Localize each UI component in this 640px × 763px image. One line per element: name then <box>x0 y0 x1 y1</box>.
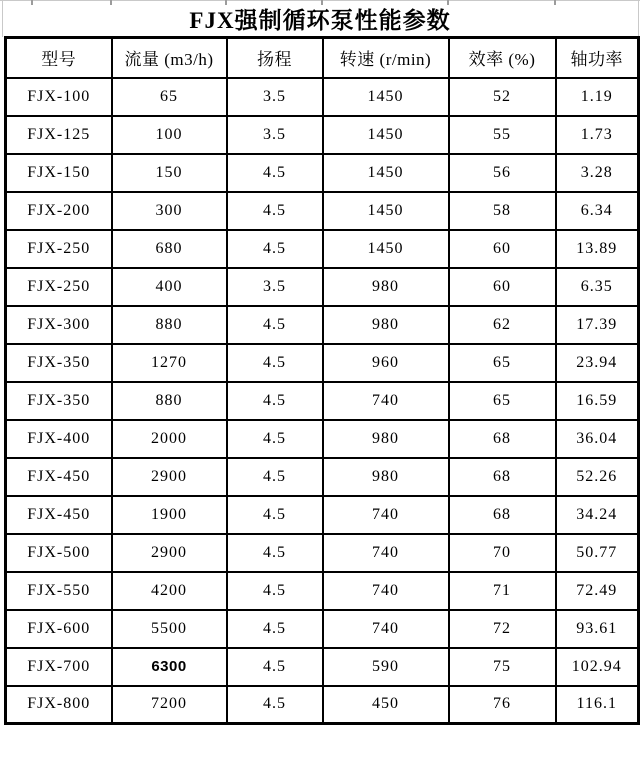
value-cell: 590 <box>323 648 449 686</box>
table-row <box>6 344 639 382</box>
model-cell: FJX-350 <box>6 382 112 420</box>
value-cell: 4.5 <box>227 686 323 724</box>
value-cell: 4.5 <box>227 230 323 268</box>
value-cell: 450 <box>323 686 449 724</box>
column-header: 转速 (r/min) <box>323 38 449 78</box>
value-cell: 72 <box>449 610 556 648</box>
model-cell: FJX-450 <box>6 458 112 496</box>
value-cell: 1.73 <box>556 116 639 154</box>
table-row <box>6 382 639 420</box>
value-cell: 5500 <box>112 610 227 648</box>
value-cell: 880 <box>112 306 227 344</box>
value-cell: 17.39 <box>556 306 639 344</box>
value-cell: 93.61 <box>556 610 639 648</box>
value-cell: 2900 <box>112 458 227 496</box>
value-cell: 72.49 <box>556 572 639 610</box>
value-cell: 4.5 <box>227 154 323 192</box>
table-row <box>6 192 639 230</box>
value-cell: 34.24 <box>556 496 639 534</box>
value-cell: 50.77 <box>556 534 639 572</box>
table-row <box>6 78 639 116</box>
table-row <box>6 116 639 154</box>
value-cell: 4.5 <box>227 648 323 686</box>
value-cell: 70 <box>449 534 556 572</box>
value-cell: 68 <box>449 496 556 534</box>
model-cell: FJX-700 <box>6 648 112 686</box>
value-cell: 55 <box>449 116 556 154</box>
value-cell: 6.35 <box>556 268 639 306</box>
model-cell: FJX-550 <box>6 572 112 610</box>
value-cell: 4.5 <box>227 192 323 230</box>
column-header: 流量 (m3/h) <box>112 38 227 78</box>
value-cell: 1450 <box>323 192 449 230</box>
model-cell: FJX-800 <box>6 686 112 724</box>
value-cell: 62 <box>449 306 556 344</box>
table-row <box>6 306 639 344</box>
value-cell: 68 <box>449 420 556 458</box>
value-cell: 980 <box>323 420 449 458</box>
value-cell: 4.5 <box>227 496 323 534</box>
value-cell: 980 <box>323 306 449 344</box>
model-cell: FJX-350 <box>6 344 112 382</box>
value-cell: 740 <box>323 610 449 648</box>
table-row <box>6 534 639 572</box>
value-cell: 4.5 <box>227 382 323 420</box>
value-cell: 4.5 <box>227 572 323 610</box>
value-cell: 52 <box>449 78 556 116</box>
performance-table <box>4 36 640 725</box>
value-cell: 60 <box>449 230 556 268</box>
value-cell: 13.89 <box>556 230 639 268</box>
value-cell: 1270 <box>112 344 227 382</box>
model-cell: FJX-250 <box>6 230 112 268</box>
value-cell: 1900 <box>112 496 227 534</box>
table-body <box>6 78 639 724</box>
model-cell: FJX-250 <box>6 268 112 306</box>
value-cell: 23.94 <box>556 344 639 382</box>
model-cell: FJX-450 <box>6 496 112 534</box>
value-cell: 16.59 <box>556 382 639 420</box>
value-cell: 6300 <box>112 648 227 686</box>
value-cell: 3.28 <box>556 154 639 192</box>
table-row <box>6 154 639 192</box>
model-cell: FJX-600 <box>6 610 112 648</box>
value-cell: 100 <box>112 116 227 154</box>
value-cell: 58 <box>449 192 556 230</box>
value-cell: 4.5 <box>227 458 323 496</box>
title-row <box>0 1 640 36</box>
value-cell: 740 <box>323 496 449 534</box>
value-cell: 75 <box>449 648 556 686</box>
value-cell: 36.04 <box>556 420 639 458</box>
model-cell: FJX-400 <box>6 420 112 458</box>
value-cell: 65 <box>449 382 556 420</box>
value-cell: 960 <box>323 344 449 382</box>
value-cell: 980 <box>323 268 449 306</box>
table-row <box>6 458 639 496</box>
value-cell: 76 <box>449 686 556 724</box>
table-row <box>6 572 639 610</box>
value-cell: 4200 <box>112 572 227 610</box>
model-cell: FJX-125 <box>6 116 112 154</box>
table-row <box>6 496 639 534</box>
header-row <box>6 38 639 78</box>
value-cell: 300 <box>112 192 227 230</box>
value-cell: 1450 <box>323 230 449 268</box>
value-cell: 880 <box>112 382 227 420</box>
column-header: 轴功率 <box>556 38 639 78</box>
column-header: 效率 (%) <box>449 38 556 78</box>
value-cell: 6.34 <box>556 192 639 230</box>
value-cell: 980 <box>323 458 449 496</box>
value-cell: 4.5 <box>227 534 323 572</box>
value-cell: 2900 <box>112 534 227 572</box>
value-cell: 1450 <box>323 154 449 192</box>
value-cell: 400 <box>112 268 227 306</box>
value-cell: 1450 <box>323 116 449 154</box>
table-row <box>6 610 639 648</box>
column-header: 扬程 <box>227 38 323 78</box>
column-header: 型号 <box>6 38 112 78</box>
value-cell: 150 <box>112 154 227 192</box>
value-cell: 1.19 <box>556 78 639 116</box>
page-title: FJX强制循环泵性能参数 <box>189 8 451 33</box>
model-cell: FJX-150 <box>6 154 112 192</box>
table-row <box>6 648 639 686</box>
table-row <box>6 686 639 724</box>
value-cell: 71 <box>449 572 556 610</box>
value-cell: 740 <box>323 534 449 572</box>
value-cell: 4.5 <box>227 306 323 344</box>
value-cell: 65 <box>112 78 227 116</box>
value-cell: 740 <box>323 572 449 610</box>
value-cell: 65 <box>449 344 556 382</box>
value-cell: 3.5 <box>227 116 323 154</box>
model-cell: FJX-300 <box>6 306 112 344</box>
model-cell: FJX-100 <box>6 78 112 116</box>
table-row <box>6 268 639 306</box>
value-cell: 4.5 <box>227 610 323 648</box>
table-row <box>6 230 639 268</box>
value-cell: 1450 <box>323 78 449 116</box>
model-cell: FJX-200 <box>6 192 112 230</box>
value-cell: 3.5 <box>227 78 323 116</box>
value-cell: 68 <box>449 458 556 496</box>
value-cell: 116.1 <box>556 686 639 724</box>
value-cell: 4.5 <box>227 420 323 458</box>
table-row <box>6 420 639 458</box>
value-cell: 4.5 <box>227 344 323 382</box>
value-cell: 52.26 <box>556 458 639 496</box>
model-cell: FJX-500 <box>6 534 112 572</box>
value-cell: 740 <box>323 382 449 420</box>
value-cell: 2000 <box>112 420 227 458</box>
value-cell: 102.94 <box>556 648 639 686</box>
value-cell: 56 <box>449 154 556 192</box>
value-cell: 60 <box>449 268 556 306</box>
value-cell: 680 <box>112 230 227 268</box>
value-cell: 3.5 <box>227 268 323 306</box>
value-cell: 7200 <box>112 686 227 724</box>
